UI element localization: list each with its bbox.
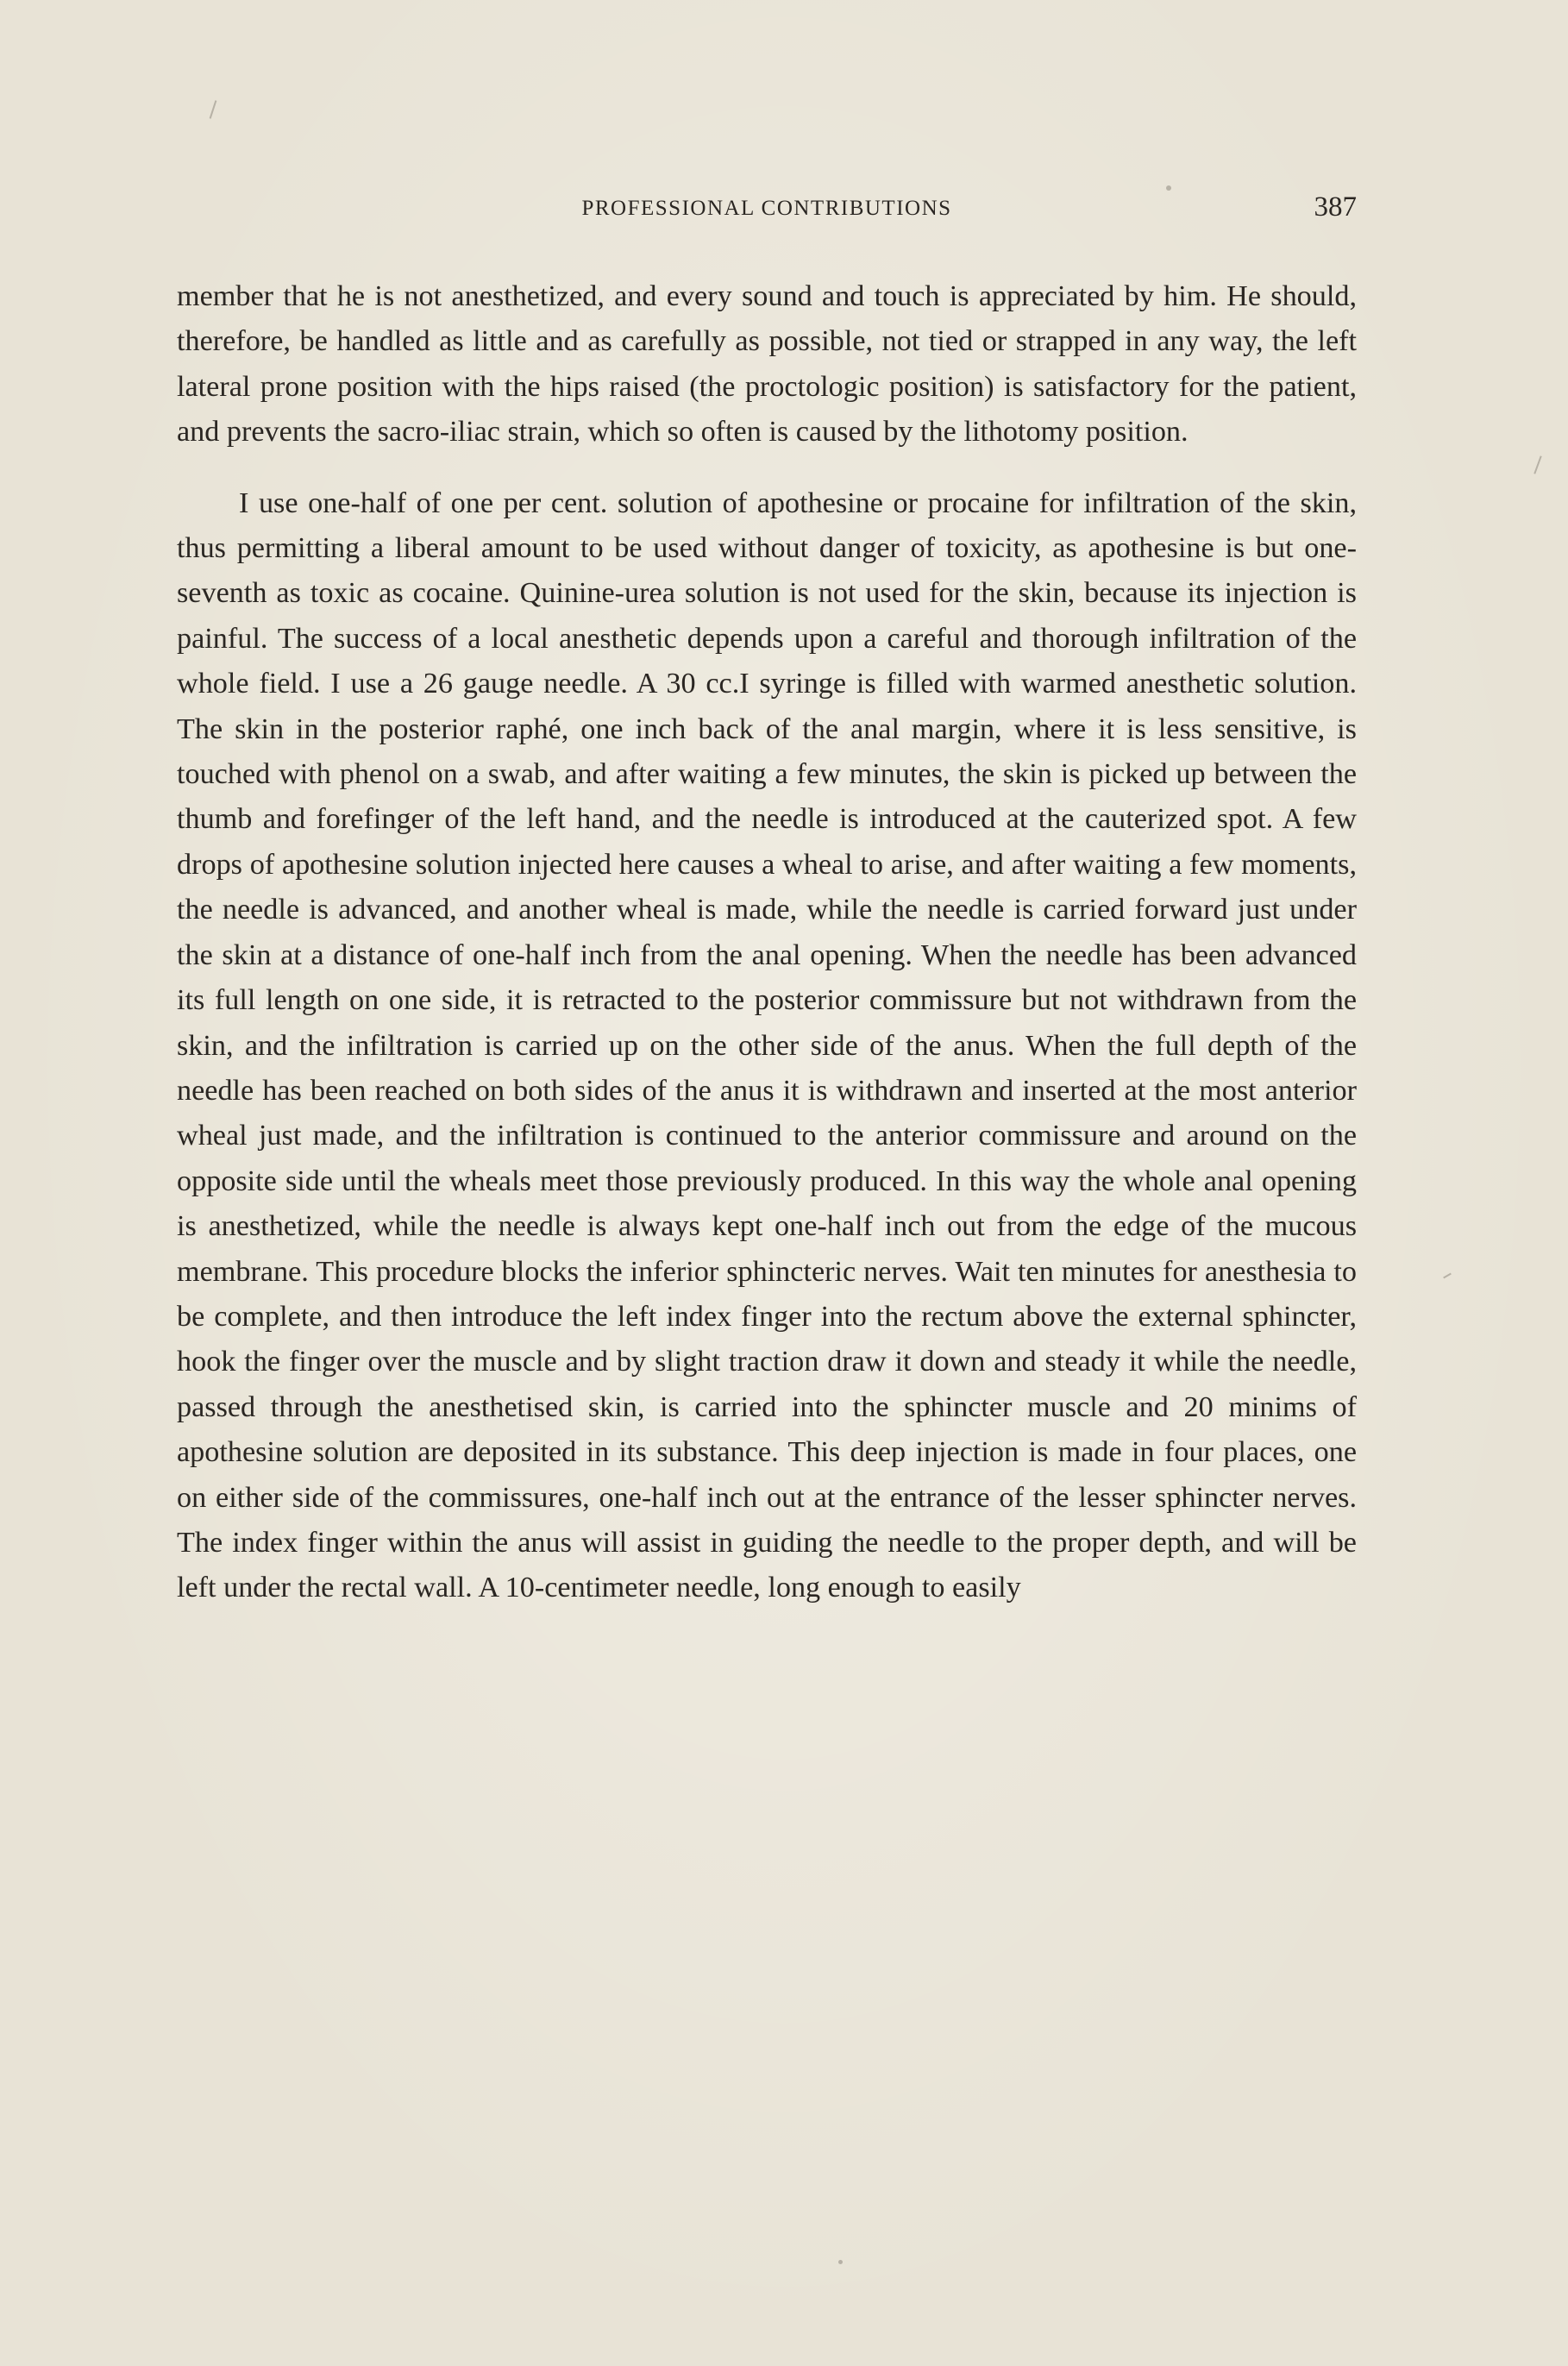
- body-text: [177, 274, 1357, 1611]
- paragraph-local-anesthesia-technique: I use one-half of one per cent. solution of apothesine or procaine for infiltration of the skin, thus permitting a liberal amount to be used without danger of toxicity, as apothesine is but one-seventh as toxic as cocaine. Quinine-urea solution is not used for the skin, because its injection is painful. The success of a local anesthetic depends upon a careful and thorough infiltration of the whole field. I use a 26 gauge needle. A 30 cc.I syringe is filled with warmed anesthetic solution. The skin in the posterior raphé, one inch back of the anal margin, where it is less sensitive, is touched with phenol on a swab, and after waiting a few minutes, the skin is picked up between the thumb and forefinger of the left hand, and the needle is introduced at the cauterized spot. A few drops of apothesine solution injected here causes a wheal to arise, and after waiting a few moments, the needle is advanced, and another wheal is made, while the needle is carried forward just under the skin at a distance of one-half inch from the anal opening. When the needle has been advanced its full length on one side, it is retracted to the posterior commissure but not withdrawn from the skin, and the infiltration is carried up on the other side of the anus. When the full depth of the needle has been reached on both sides of the anus it is withdrawn and inserted at the most anterior wheal just made, and the infiltration is continued to the anterior commissure and around on the opposite side until the wheals meet those previously produced. In this way the whole anal opening is anesthetized, while the needle is always kept one-half inch out from the edge of the mucous membrane. This procedure blocks the inferior sphincteric nerves. Wait ten minutes for anesthesia to be complete, and then introduce the left index finger into the rectum above the external sphincter, hook the finger over the muscle and by slight traction draw it down and steady it while the needle, passed through the anesthetised skin, is carried into the sphincter muscle and 20 minims of apothesine solution are deposited in its substance. This deep injection is made in four places, one on either side of the commissures, one-half inch out at the entrance of the lesser sphincter nerves. The index finger within the anus will assist in guiding the needle to the proper depth, and will be left under the rectal wall. A 10-centimeter needle, long enough to easily: [177, 486, 1357, 1604]
- running-title: PROFESSIONAL CONTRIBUTIONS: [581, 197, 952, 220]
- paper-speck: [1443, 1273, 1452, 1279]
- paper-speck: [1534, 455, 1541, 474]
- paragraph-continuation: member that he is not anesthetized, and every sound and touch is appreciated by him. He should, therefore, be handled as little and as carefully as possible, not tied or strapped in any way, the left lateral prone position with the hips raised (the proctologic position) is satisfactory for the patient, and prevents the sacro-iliac strain, which so often is caused by the lithotomy position.: [177, 280, 1357, 449]
- paper-speck: [838, 2260, 843, 2264]
- running-head: [177, 191, 1357, 231]
- paper-speck: [1166, 185, 1171, 191]
- page-number: 387: [1314, 191, 1357, 223]
- paper-speck: [210, 100, 217, 119]
